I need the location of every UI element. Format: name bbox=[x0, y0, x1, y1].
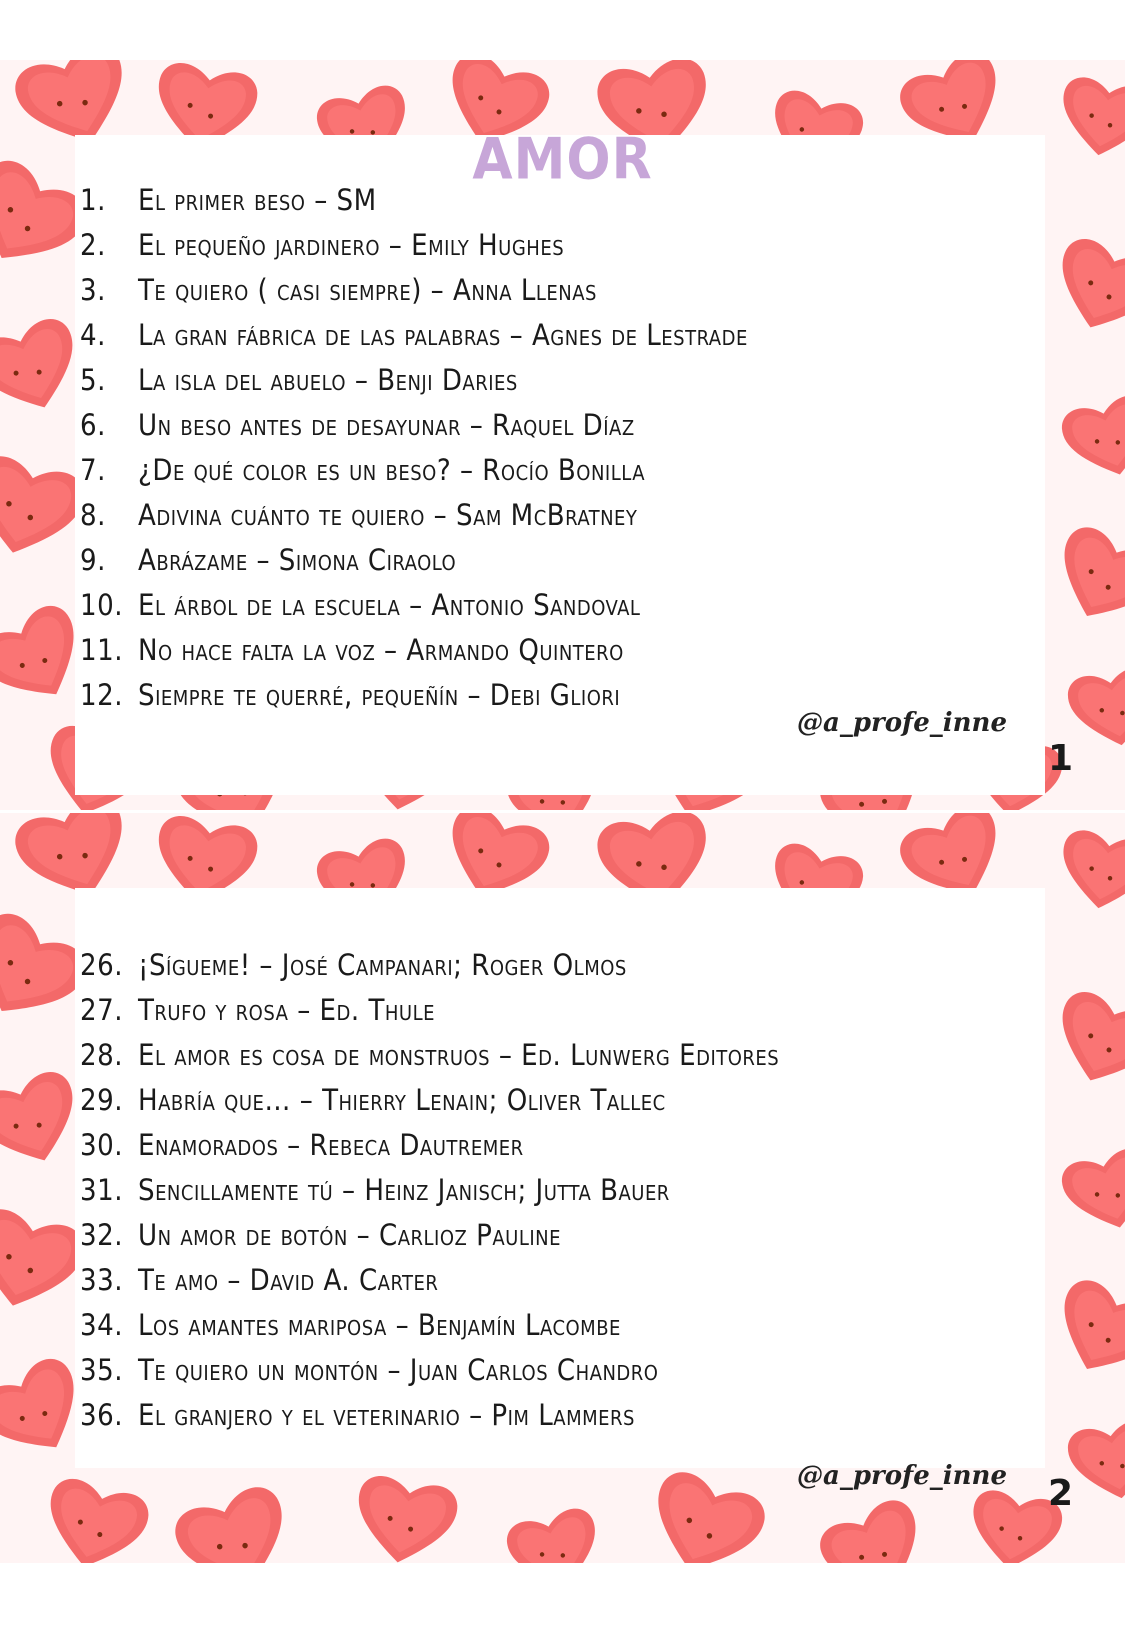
item-text: Un beso antes de desayunar – Raquel Díaz bbox=[138, 408, 635, 442]
list-item bbox=[80, 1168, 779, 1213]
page-title: AMOR bbox=[472, 127, 653, 193]
list-item bbox=[80, 1258, 779, 1303]
item-text: No hace falta la voz – Armando Quintero bbox=[138, 633, 624, 667]
page-number: 2 bbox=[1047, 1473, 1073, 1514]
list-item bbox=[80, 1393, 779, 1438]
list-item bbox=[80, 943, 779, 988]
item-text: Adivina cuánto te quiero – Sam McBratney bbox=[138, 498, 638, 532]
item-number: 27. bbox=[80, 993, 123, 1027]
item-number: 26. bbox=[80, 948, 123, 982]
item-number: 35. bbox=[80, 1353, 123, 1387]
item-number: 11. bbox=[80, 633, 123, 667]
item-number: 28. bbox=[80, 1038, 123, 1072]
item-text: Trufo y rosa – Ed. Thule bbox=[138, 993, 435, 1027]
list-item bbox=[80, 538, 748, 583]
list-item bbox=[80, 1123, 779, 1168]
item-text: El amor es cosa de monstruos – Ed. Lunwerg Editores bbox=[138, 1038, 780, 1072]
list-item bbox=[80, 628, 748, 673]
item-text: Te quiero ( casi siempre) – Anna Llenas bbox=[138, 273, 597, 307]
item-text: Enamorados – Rebeca Dautremer bbox=[138, 1128, 524, 1162]
page-2 bbox=[0, 813, 1125, 1563]
list-item bbox=[80, 268, 748, 313]
item-text: Sencillamente tú – Heinz Janisch; Jutta Bauer bbox=[138, 1173, 670, 1207]
list-item bbox=[80, 1303, 779, 1348]
author-handle: @a_profe_inne bbox=[796, 708, 1007, 738]
list-item bbox=[80, 448, 748, 493]
item-number: 34. bbox=[80, 1308, 123, 1342]
list-item bbox=[80, 1213, 779, 1258]
page-number: 1 bbox=[1047, 738, 1073, 779]
item-number: 29. bbox=[80, 1083, 123, 1117]
item-text: Te amo – David A. Carter bbox=[138, 1263, 439, 1297]
item-number: 33. bbox=[80, 1263, 123, 1297]
list-item bbox=[80, 178, 748, 223]
item-text: El árbol de la escuela – Antonio Sandoval bbox=[138, 588, 641, 622]
item-text: ¡Sígueme! – José Campanari; Roger Olmos bbox=[138, 948, 627, 982]
item-number: 32. bbox=[80, 1218, 123, 1252]
list-item bbox=[80, 1078, 779, 1123]
item-number: 12. bbox=[80, 678, 123, 712]
list-item bbox=[80, 673, 748, 718]
item-text: La gran fábrica de las palabras – Agnes de Lestrade bbox=[138, 318, 748, 352]
item-number: 5. bbox=[80, 363, 106, 397]
watermelon-heart-icon bbox=[1049, 820, 1125, 921]
item-number: 31. bbox=[80, 1173, 123, 1207]
item-number: 9. bbox=[80, 543, 106, 577]
list-item bbox=[80, 313, 748, 358]
item-number: 8. bbox=[80, 498, 106, 532]
item-text: ¿De qué color es un beso? – Rocío Bonilla bbox=[138, 453, 646, 487]
item-number: 7. bbox=[80, 453, 106, 487]
list-item bbox=[80, 493, 748, 538]
list-item bbox=[80, 988, 779, 1033]
list-item bbox=[80, 1348, 779, 1393]
item-text: El primer beso – SM bbox=[138, 183, 377, 217]
item-text: Te quiero un montón – Juan Carlos Chandro bbox=[138, 1353, 659, 1387]
list-item bbox=[80, 358, 748, 403]
item-number: 6. bbox=[80, 408, 106, 442]
item-text: La isla del abuelo – Benji Daries bbox=[138, 363, 518, 397]
book-list bbox=[80, 943, 779, 1438]
item-text: El pequeño jardinero – Emily Hughes bbox=[138, 228, 565, 262]
list-item bbox=[80, 223, 748, 268]
item-text: Habría que… – Thierry Lenain; Oliver Tallec bbox=[138, 1083, 666, 1117]
list-item bbox=[80, 583, 748, 628]
item-number: 4. bbox=[80, 318, 106, 352]
item-number: 10. bbox=[80, 588, 123, 622]
list-item bbox=[80, 403, 748, 448]
item-number: 36. bbox=[80, 1398, 123, 1432]
book-list bbox=[80, 178, 748, 718]
item-text: Abrázame – Simona Ciraolo bbox=[138, 543, 457, 577]
page-1 bbox=[0, 60, 1125, 810]
author-handle: @a_profe_inne bbox=[796, 1461, 1007, 1491]
watermelon-heart-icon bbox=[343, 1464, 468, 1563]
item-text: Un amor de botón – Carlioz Pauline bbox=[138, 1218, 561, 1252]
item-number: 1. bbox=[80, 183, 106, 217]
item-text: Siempre te querré, pequeñín – Debi Gliori bbox=[138, 678, 621, 712]
item-number: 2. bbox=[80, 228, 106, 262]
list-item bbox=[80, 1033, 779, 1078]
item-number: 30. bbox=[80, 1128, 123, 1162]
item-number: 3. bbox=[80, 273, 106, 307]
item-text: El granjero y el veterinario – Pim Lammers bbox=[138, 1398, 635, 1432]
item-text: Los amantes mariposa – Benjamín Lacombe bbox=[138, 1308, 621, 1342]
